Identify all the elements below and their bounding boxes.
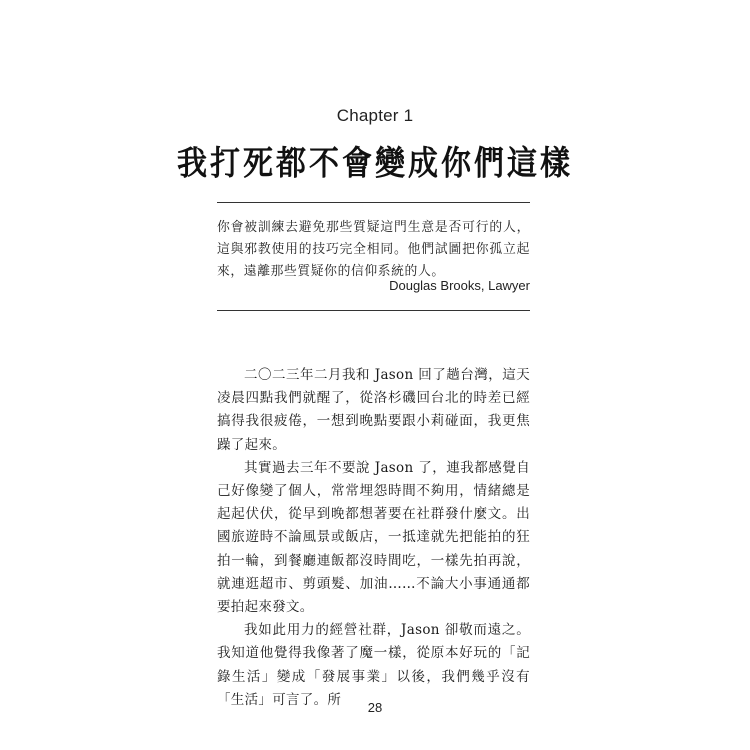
body-paragraph-3: 我如此用力的經營社群，Jason 卻敬而遠之。我知道他覺得我像著了魔一樣，從原本好玩的「記錄生活」變成「發展事業」以後，我們幾乎沒有「生活」可言了。所	[217, 622, 530, 708]
body-paragraph-1: 二〇二三年二月我和 Jason 回了趟台灣，這天凌晨四點我們就醒了，從洛杉磯回台北的時差已經搞得我很疲倦，一想到晚點要跟小莉碰面，我更焦躁了起來。	[217, 367, 530, 453]
epigraph-top-rule	[217, 202, 530, 203]
body-text	[217, 364, 530, 712]
page-number: 28	[367, 700, 383, 715]
epigraph-quote: 你會被訓練去避免那些質疑這門生意是否可行的人，這與邪教使用的技巧完全相同。他們試圖把你孤立起來，遠離那些質疑你的信仰系統的人。	[217, 220, 530, 279]
epigraph-attribution: Douglas Brooks, Lawyer	[389, 278, 530, 293]
chapter-label: Chapter 1	[336, 106, 414, 125]
body-paragraph-2: 其實過去三年不要說 Jason 了，連我都感覺自己好像變了個人，常常埋怨時間不夠用，情緒總是起起伏伏，從早到晚都想著要在社群發什麼文。出國旅遊時不論風景或飯店，一抵達就先把能拍的狂拍一輪，到餐廳連飯都沒時間吃，一樣先拍再說，就連逛超市、剪頭髮、加油……不論大小事通通都要拍起來發文。	[217, 459, 530, 616]
epigraph-bottom-rule	[217, 310, 530, 311]
chapter-title: 我打死都不會變成你們這樣	[177, 144, 573, 184]
